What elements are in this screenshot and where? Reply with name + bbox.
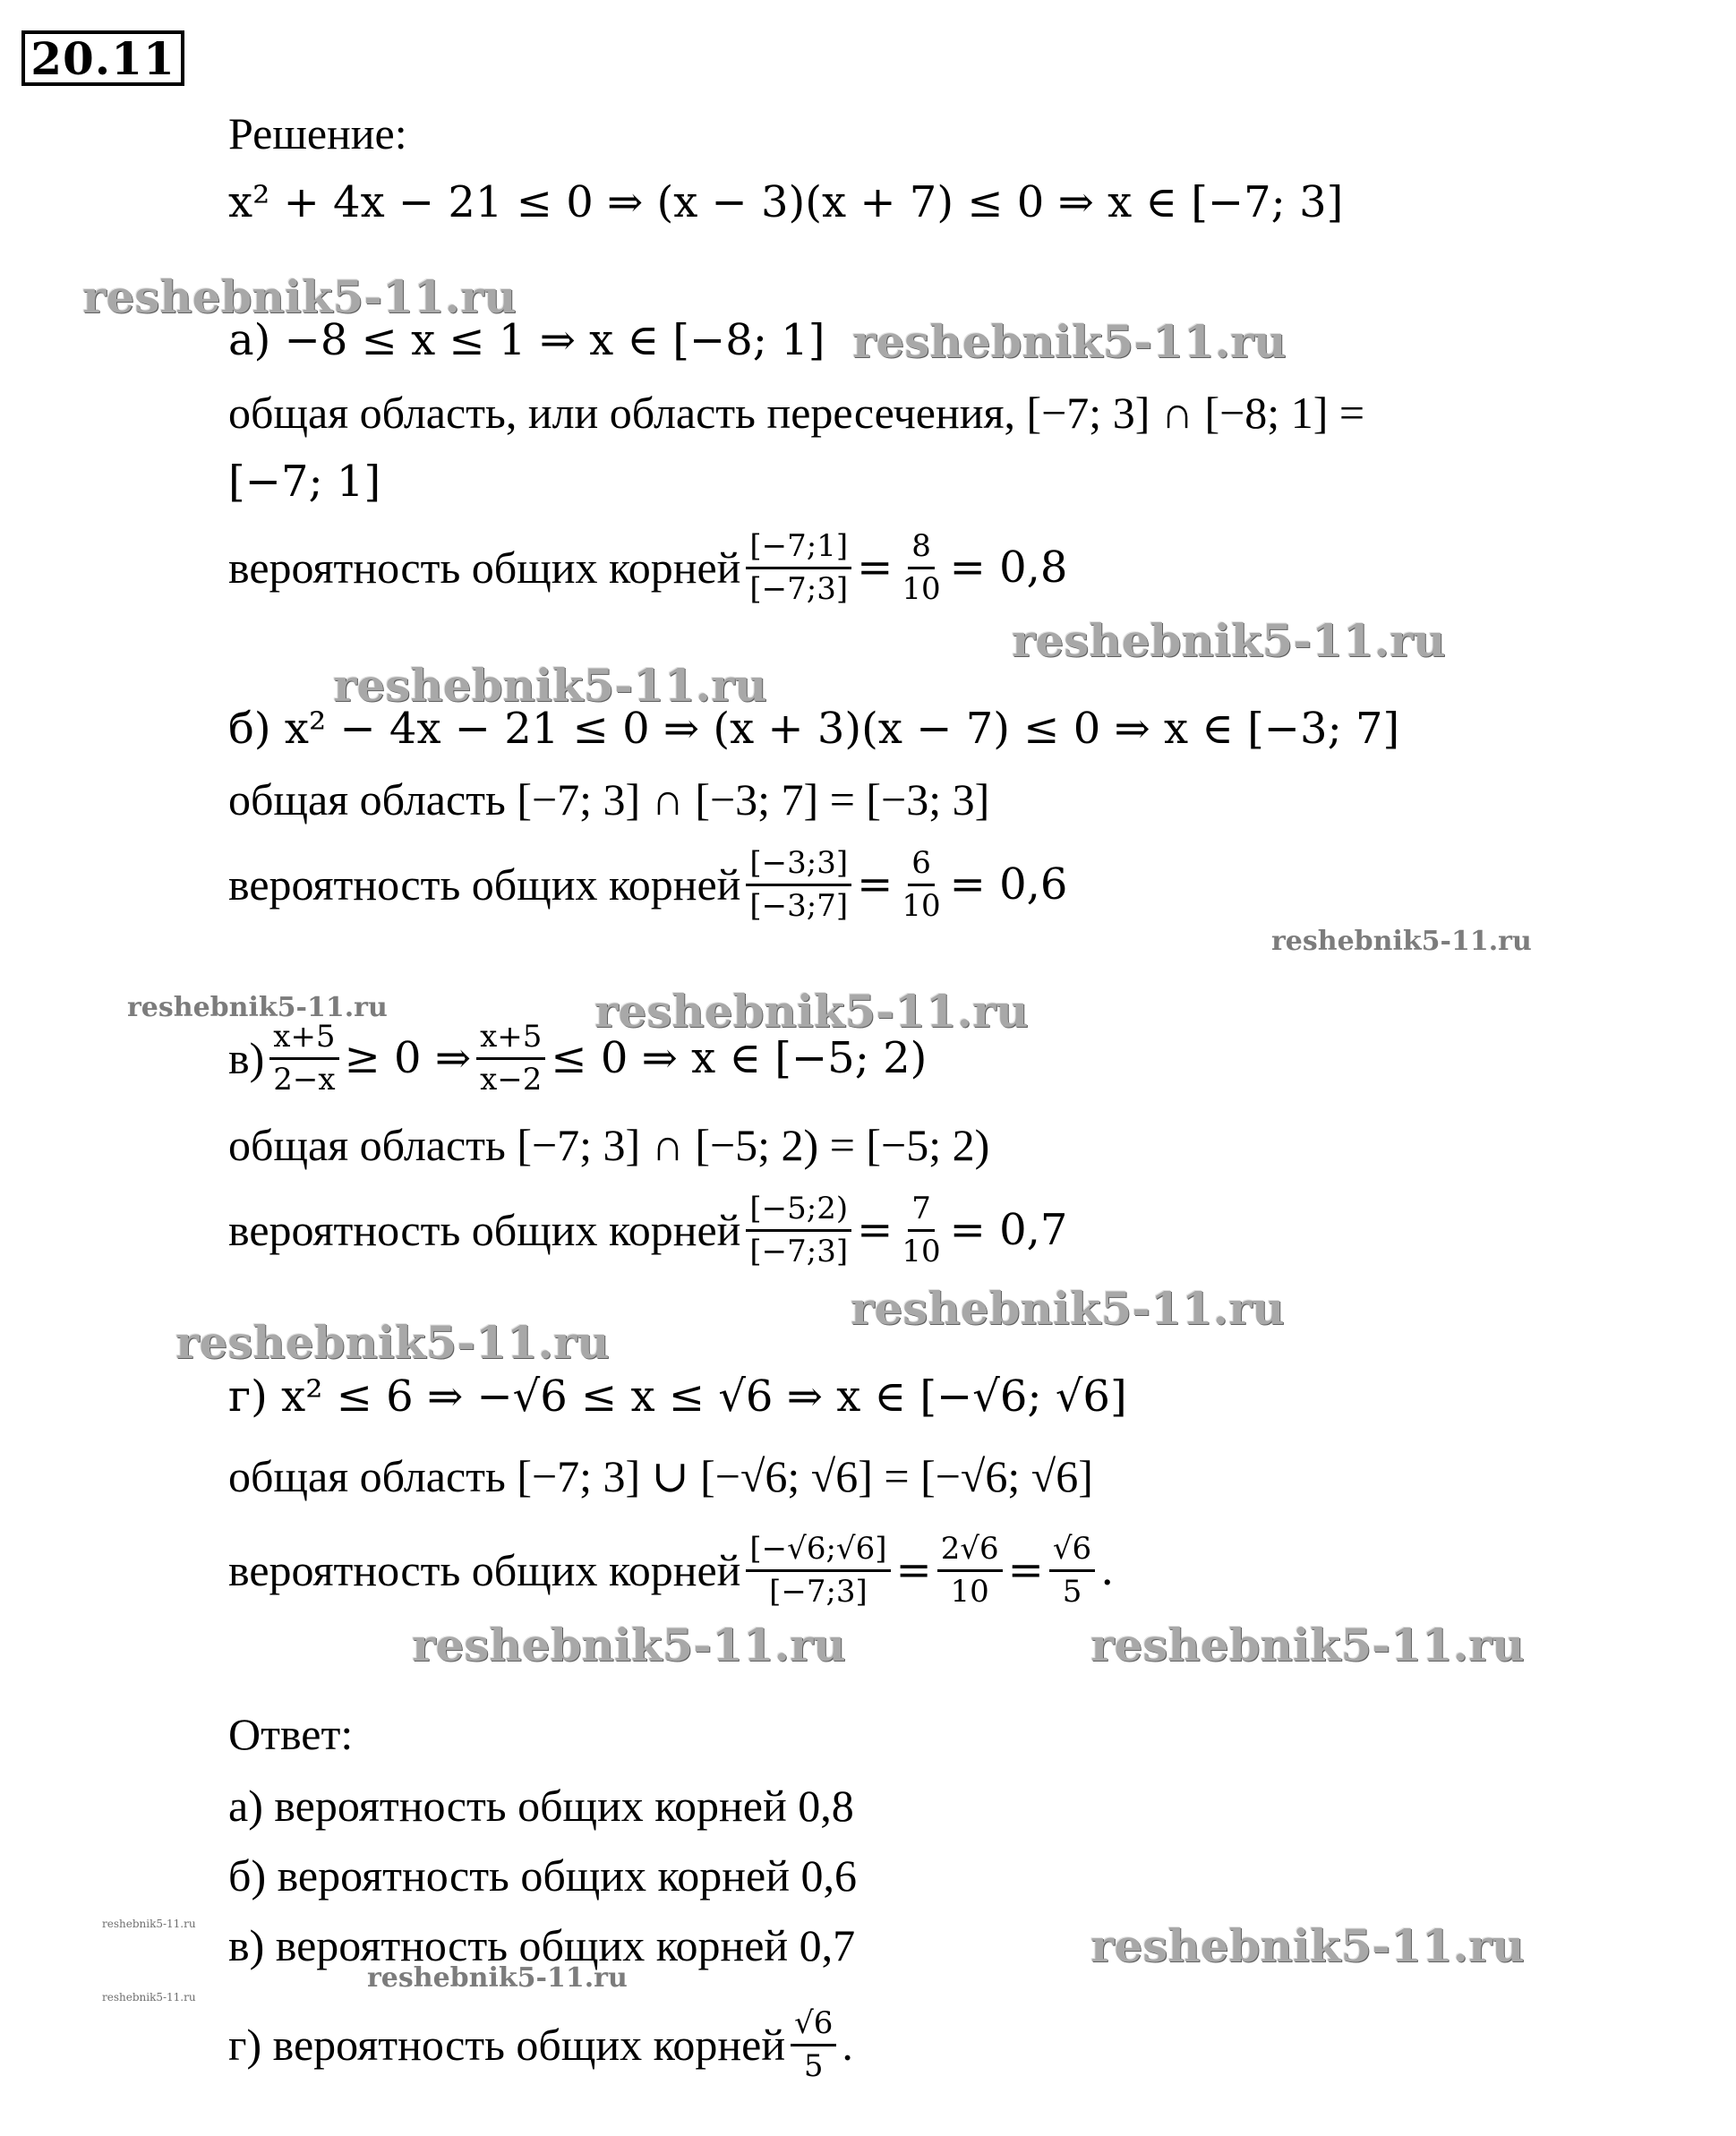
fraction-denominator: [−7;3] xyxy=(769,1573,868,1610)
part-b-line2: общая область [−7; 3] ∩ [−3; 7] = [−3; 3] xyxy=(228,774,990,824)
fraction-numerator: [−3;3] xyxy=(746,845,851,886)
part-g-fraction-values xyxy=(937,1531,1003,1611)
answer-g-fraction xyxy=(791,2005,836,2085)
watermark: reshebnik5-11.ru xyxy=(412,1619,846,1671)
part-b-line1: б) x² − 4x − 21 ≤ 0 ⇒ (x + 3)(x − 7) ≤ 0 ⇒ x ∈ [−3; 7] xyxy=(228,704,1400,754)
watermark: reshebnik5-11.ru xyxy=(127,992,388,1023)
part-v-fraction-left xyxy=(269,1019,338,1098)
fraction-numerator: √6 xyxy=(791,2005,836,2046)
part-v-fraction-values xyxy=(898,1191,944,1270)
watermark: reshebnik5-11.ru xyxy=(102,1918,196,1930)
watermark: reshebnik5-11.ru xyxy=(82,270,517,323)
part-v-prob-text: вероятность общих корней xyxy=(228,1205,741,1256)
part-v-probability: вероятность общих корней $\frac{[-5;2)}{[-7;3]}$ = $\frac{7}{10}$ = 0,7 xyxy=(228,1191,1068,1269)
fraction-numerator: 2√6 xyxy=(937,1531,1003,1572)
part-b-prob-text: вероятность общих корней xyxy=(228,859,741,910)
fraction-numerator: 8 xyxy=(908,528,935,569)
part-a-line1: а) −8 ≤ x ≤ 1 ⇒ x ∈ [−8; 1] xyxy=(228,315,825,365)
part-v-line1 xyxy=(228,1019,927,1098)
part-a-probability: вероятность общих корней $\frac{[-7;1]}{[-7;3]}$ = $\frac{8}{10}$ = 0,8 xyxy=(228,528,1068,607)
part-a-line3: [−7; 1] xyxy=(228,457,381,507)
part-v-mid: ≥ 0 ⇒ xyxy=(344,1033,472,1084)
fraction-denominator: 10 xyxy=(902,570,941,607)
answer-g xyxy=(228,2005,853,2085)
fraction-denominator: [−3;7] xyxy=(749,887,849,924)
watermark: reshebnik5-11.ru xyxy=(1090,1919,1525,1972)
part-v-fraction-right xyxy=(476,1019,545,1098)
watermark: reshebnik5-11.ru xyxy=(367,1962,628,1994)
answer-a: а) вероятность общих корней 0,8 xyxy=(228,1781,854,1831)
answer-g-tail: . xyxy=(842,2020,853,2071)
fraction-numerator: 7 xyxy=(908,1191,935,1232)
part-a-result: = 0,8 xyxy=(949,543,1068,594)
part-v-tail: ≤ 0 ⇒ x ∈ [−5; 2) xyxy=(551,1033,928,1084)
fraction-numerator: 6 xyxy=(908,845,935,886)
part-g-fraction-intervals xyxy=(746,1531,890,1611)
part-a-prob-text: вероятность общих корней xyxy=(228,543,741,594)
part-v-result: = 0,7 xyxy=(949,1205,1068,1256)
part-g-prob-text: вероятность общих корней xyxy=(228,1545,741,1596)
part-g-line2: общая область [−7; 3] ∪ [−√6; √6] = [−√6; √6] xyxy=(228,1451,1093,1501)
fraction-numerator: [−7;1] xyxy=(746,528,851,569)
fraction-denominator: [−7;3] xyxy=(749,1233,849,1269)
part-a-fraction-values xyxy=(898,528,944,608)
fraction-numerator: √6 xyxy=(1049,1531,1095,1572)
fraction-numerator: [−5;2) xyxy=(746,1191,851,1232)
part-g-line1: г) x² ≤ 6 ⇒ −√6 ≤ x ≤ √6 ⇒ x ∈ [−√6; √6] xyxy=(228,1371,1127,1422)
answer-g-text: г) вероятность общих корней xyxy=(228,2020,786,2071)
answer-v: в) вероятность общих корней 0,7 xyxy=(228,1920,856,1970)
part-b-probability: вероятность общих корней $\frac{[-3;3]}{[-3;7]}$ = $\frac{6}{10}$ = 0,6 xyxy=(228,845,1068,924)
part-g-probability: вероятность общих корней $\frac{[-√6;√6]}{[-7;3]}$ = $\frac{2√6}{10}$ = $\frac{√6}{5}$ . xyxy=(228,1531,1115,1610)
main-inequality: x² + 4x − 21 ≤ 0 ⇒ (x − 3)(x + 7) ≤ 0 ⇒ x ∈ [−7; 3] xyxy=(228,177,1344,227)
watermark: reshebnik5-11.ru xyxy=(852,315,1287,368)
watermark: reshebnik5-11.ru xyxy=(102,1991,196,2004)
part-g-tail: . xyxy=(1100,1545,1115,1596)
part-a-fraction-intervals xyxy=(746,528,851,608)
answer-b: б) вероятность общих корней 0,6 xyxy=(228,1850,858,1901)
part-g-fraction-simplified xyxy=(1049,1531,1095,1611)
part-v-prefix: в) xyxy=(228,1033,265,1084)
part-b-fraction-values xyxy=(898,845,944,925)
part-b-fraction-intervals xyxy=(746,845,851,925)
fraction-denominator: 10 xyxy=(950,1573,989,1610)
watermark: reshebnik5-11.ru xyxy=(594,985,1029,1038)
watermark: reshebnik5-11.ru xyxy=(1271,926,1532,957)
part-a-line2: общая область, или область пересечения, [−7; 3] ∩ [−8; 1] = xyxy=(228,388,1365,438)
fraction-denominator: 5 xyxy=(1062,1573,1082,1610)
watermark: reshebnik5-11.ru xyxy=(175,1316,610,1369)
watermark: reshebnik5-11.ru xyxy=(1090,1619,1525,1671)
watermark: reshebnik5-11.ru xyxy=(1012,614,1446,667)
solution-label: Решение: xyxy=(228,108,407,158)
part-v-line2: общая область [−7; 3] ∩ [−5; 2) = [−5; 2) xyxy=(228,1120,990,1170)
fraction-denominator: 2−x xyxy=(273,1061,336,1098)
part-b-result: = 0,6 xyxy=(949,859,1068,910)
watermark: reshebnik5-11.ru xyxy=(333,659,767,712)
fraction-denominator: 10 xyxy=(902,887,941,924)
fraction-denominator: 5 xyxy=(803,2047,824,2084)
problem-number: 20.11 xyxy=(21,30,184,86)
fraction-denominator: x−2 xyxy=(480,1061,543,1098)
fraction-denominator: 10 xyxy=(902,1233,941,1269)
fraction-denominator: [−7;3] xyxy=(749,570,849,607)
fraction-numerator: x+5 xyxy=(476,1019,545,1060)
fraction-numerator: [−√6;√6] xyxy=(746,1531,890,1572)
part-v-fraction-intervals xyxy=(746,1191,851,1270)
watermark: reshebnik5-11.ru xyxy=(851,1282,1285,1335)
fraction-numerator: x+5 xyxy=(269,1019,338,1060)
answer-label: Ответ: xyxy=(228,1709,354,1759)
